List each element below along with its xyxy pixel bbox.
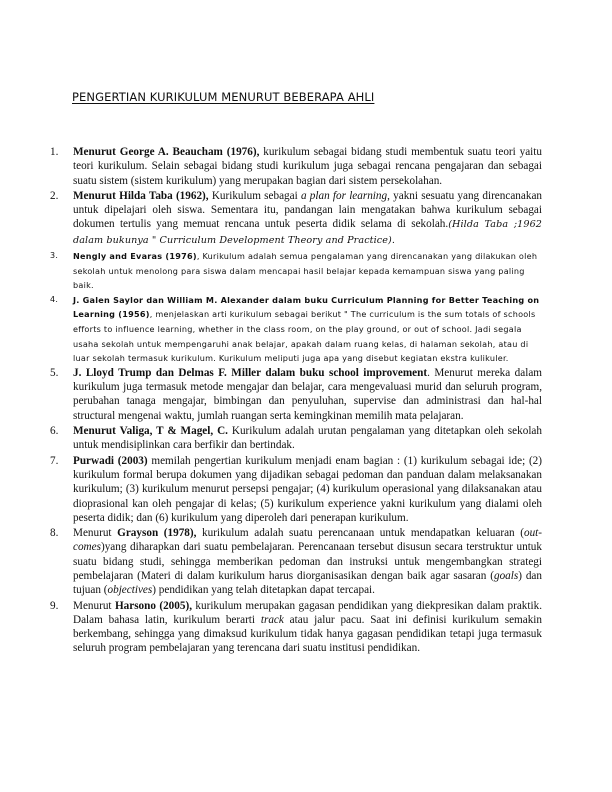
item-text: Menurut — [73, 527, 118, 540]
item-text: . Menurut mereka dalam kurikulum juga termasuk metode mengajar dan belajar, cara mengevaluasi murid dan seluruh program, perubahan tanaga mengajar, bimbingan dan penyuluhan, supervise dan administrasi dan hal-hal structural mengenai waktu, jumlah ruangan serta kemingkinan memilih mata pelajaran. — [73, 366, 543, 422]
item-citation: (Hilda Taba ;1962 dalam bukunya " Curriculum Development Theory and Practice). — [73, 219, 542, 246]
item-number: 8. — [50, 527, 59, 540]
item-text: kurikulum sebagai bidang studi membentuk suatu teori yaitu teori kurikulum. Selain sebagai bidang studi kurikulum juga sebagai rencana pengajaran dan sebagai suatu sistem (sistem kurikulum) yang merupakan bagian dari sistem persekolahan. — [73, 146, 542, 187]
list-item — [50, 189, 542, 248]
list-item — [50, 526, 542, 597]
list-item — [50, 454, 542, 525]
list-item — [50, 424, 542, 453]
list-item — [50, 293, 542, 366]
item-text: ) dan tujuan ( — [73, 569, 542, 597]
item-author: Harsono (2005), — [114, 599, 192, 612]
page-title: PENGERTIAN KURIKULUM MENURUT BEBERAPA AHLI — [72, 90, 375, 104]
list-item — [50, 249, 542, 293]
item-text: Menurut — [73, 599, 115, 612]
item-text: , yakni sesuatu yang direncanakan untuk dipelajari oleh siswa. Sementara itu, pandangan lain mengatakan bahwa kurikulum sebagai dokumen tertulis yang memuat rencana untuk peserta didik selama di sekolah. — [73, 189, 543, 231]
definitions-list — [50, 145, 542, 656]
item-author: J. Galen Saylor dan William M. Alexander dalam buku Curriculum Planning for Better Teaching on Learning (1956) — [73, 294, 540, 320]
item-text: , menjelaskan arti kurikulum sebagai berikut " The curriculum is the sum totals of schools efforts to influence learning, whether in the class room, on the play ground, or out of school. Jadi segala usaha sekolah untuk mempengaruhi anak belajar, apakah dalam ruang kelas, di halaman sekolah, atau di luar sekolah termasuk kurikulum. Kurikulum meliputi juga apa yang disebut kegiatan ekstra kulikuler. — [73, 309, 536, 364]
item-text: memilah pengertian kurikulum menjadi enam bagian : (1) kurikulum sebagai ide; (2) kurikulum formal berupa dokumen yang dijadikan sebagai pedoman dan panduan dalam melaksanakan kurikulum; (3) kurikulum menurut persepsi pengajar; (4) kurikulum operasional yang dilaksanakan atau dioprasional kan oleh pengajar di kelas; (5) kurikulum experience yakni kurikulum yang dialami oleh peserta didik; dan (6) kurikulum yang diperoleh dari penerapan kurikulum. — [73, 454, 542, 524]
list-item — [50, 366, 542, 423]
item-text: Kurikulum sebagai — [208, 189, 301, 202]
item-text: ) pendidikan yang telah ditetapkan dapat tercapai. — [152, 584, 375, 597]
item-number: 5. — [50, 366, 59, 379]
item-emphasis: out- comes — [73, 527, 542, 554]
list-item — [50, 599, 542, 656]
item-number: 9. — [50, 599, 59, 612]
list-item — [50, 145, 542, 188]
item-emphasis: track — [260, 613, 284, 626]
item-number: 7. — [50, 454, 59, 467]
item-number: 4. — [50, 294, 59, 304]
item-text: kurikulum adalah suatu perencanaan untuk mendapatkan keluaran ( — [196, 527, 524, 540]
item-emphasis: goals — [493, 569, 519, 582]
item-text: kurikulum merupakan gagasan pendidikan yang diekpresikan dalam praktik. Dalam bahasa latin, kurikulum berarti — [73, 599, 542, 626]
item-emphasis: a plan for learning — [300, 189, 388, 202]
item-author: Purwadi (2003) — [73, 454, 148, 467]
item-text: Kurikulum adalah urutan pengalaman yang ditetapkan oleh sekolah untuk mendisiplinkan cara berfikir dan bertindak. — [73, 425, 542, 452]
item-author: Nengly and Evaras (1976) — [73, 251, 197, 262]
item-text: atau jalur pacu. Saat ini definisi kurikulum semakin berkembang, sehingga yang dimaksud kurikulum tidak hanya gagasan pendidikan tetapi juga termasuk seluruh program pembelajaran yang terencana dari suatu institusi pendidikan. — [73, 613, 543, 655]
item-author: J. Lloyd Trump dan Delmas F. Miller dalam buku school improvement — [73, 366, 428, 379]
item-author: Menurut Hilda Taba (1962), — [73, 189, 209, 202]
item-number: 1. — [50, 146, 59, 158]
item-text: , Kurikulum adalah semua pengalaman yang direncanakan yang dilakukan oleh sekolah untuk menolong para siswa dalam mencapai hasil belajar kepada kemampuan siswa yang paling baik. — [73, 251, 538, 291]
item-author: Menurut Valiga, T & Magel, C. — [73, 425, 228, 438]
item-author: Grayson (1978), — [117, 527, 197, 540]
item-text: )yang diharapkan dari suatu pembelajaran. Perencanaan tersebut disusun secara terstruktur untuk suatu bidang studi, sehingga memberikan pedoman dan instruksi untuk mengembangkan strategi pembelajaran (Materi di dalam kurikulum harus diorganisasikan dengan baik agar sasaran ( — [73, 541, 542, 582]
item-emphasis: objectives — [107, 584, 153, 597]
item-number: 6. — [50, 425, 59, 438]
item-number: 2. — [50, 189, 59, 202]
item-author: Menurut George A. Beaucham (1976), — [73, 146, 260, 158]
item-number: 3. — [50, 251, 59, 261]
